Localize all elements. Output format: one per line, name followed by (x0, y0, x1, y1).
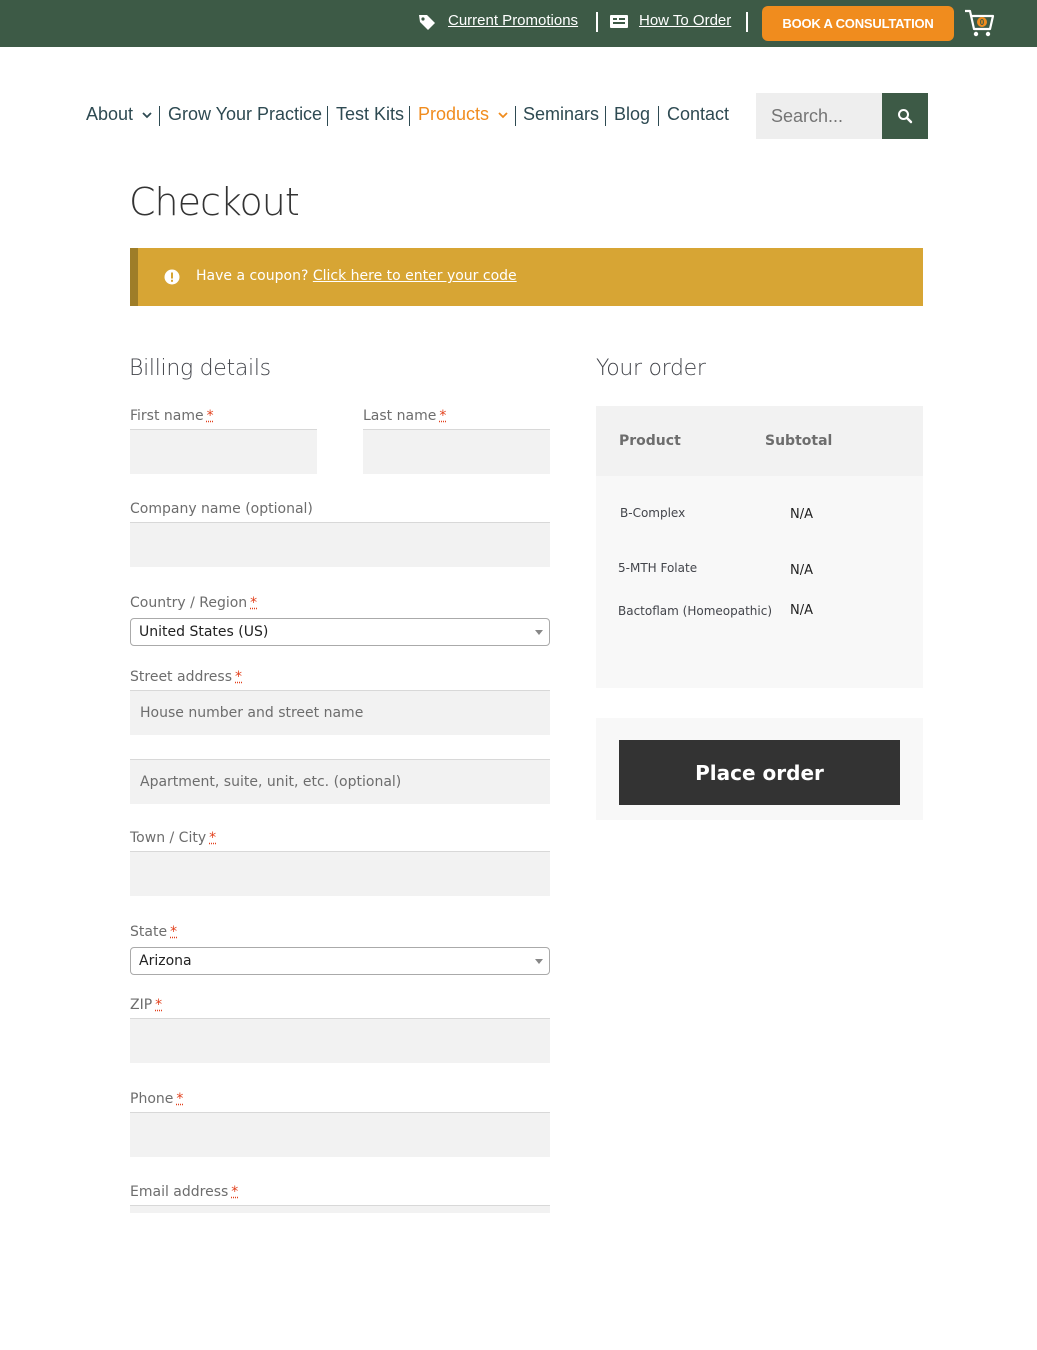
nav-item-products[interactable]: Products (418, 104, 490, 124)
zip-label (130, 997, 162, 1013)
search-icon (897, 108, 913, 124)
coupon-notice (130, 248, 923, 306)
last-name-label-text: Last name (363, 408, 437, 424)
order-item-name: 5-MTH Folate (618, 561, 698, 575)
order-item-subtotal: N/A (790, 563, 813, 578)
order-item-name: Bactoflam (Homeopathic) (618, 604, 773, 618)
last-name-field[interactable] (363, 429, 550, 474)
street-address-field[interactable] (130, 690, 550, 735)
required-mark: * (206, 408, 214, 424)
nav-divider (515, 106, 516, 126)
first-name-field[interactable] (130, 429, 317, 474)
card-icon (609, 13, 629, 31)
state-select[interactable] (130, 947, 550, 975)
phone-label (130, 1091, 183, 1107)
place-order-panel (596, 718, 923, 820)
nav-divider (327, 106, 328, 126)
how-to-order-link[interactable]: How To Order (639, 12, 732, 29)
required-mark: * (155, 997, 163, 1013)
required-mark: * (439, 408, 447, 424)
phone-label-text: Phone (130, 1091, 174, 1107)
dropdown-arrow-icon (535, 630, 543, 635)
state-label (130, 924, 177, 940)
cart-icon[interactable] (962, 6, 996, 40)
billing-title: Billing details (129, 356, 271, 381)
phone-field[interactable] (130, 1112, 550, 1157)
nav-item-contact[interactable]: Contact (667, 104, 730, 124)
info-icon (164, 269, 180, 285)
order-item-name: B-Complex (620, 506, 686, 520)
required-mark: * (209, 830, 217, 846)
search-button[interactable] (882, 93, 928, 139)
order-table-header (596, 406, 923, 476)
cart-count: 0 (979, 18, 985, 27)
nav-item-test-kits[interactable]: Test Kits (336, 104, 405, 124)
nav-divider (658, 106, 659, 126)
dropdown-arrow-icon (535, 959, 543, 964)
city-field[interactable] (130, 851, 550, 896)
company-field[interactable] (130, 522, 550, 567)
divider (596, 12, 598, 32)
nav-divider (159, 106, 160, 126)
column-header-product: Product (619, 433, 681, 449)
nav-divider (605, 106, 606, 126)
nav-item-blog[interactable]: Blog (614, 104, 651, 124)
nav-item-about[interactable]: About (86, 104, 134, 124)
required-mark: * (235, 669, 242, 685)
required-mark: * (231, 1184, 239, 1200)
last-name-label (363, 408, 446, 424)
city-label-text: Town / City (130, 830, 207, 846)
page-title: Checkout (129, 180, 299, 224)
state-value: Arizona (139, 953, 192, 969)
coupon-text: Have a coupon? (196, 268, 309, 284)
required-mark: * (170, 924, 178, 940)
country-label (130, 595, 257, 611)
order-summary-table (596, 406, 923, 688)
book-consultation-button[interactable]: BOOK A CONSULTATION (762, 6, 954, 41)
place-order-button[interactable]: Place order (619, 740, 900, 805)
required-mark: * (250, 595, 258, 611)
city-label (130, 830, 216, 846)
current-promotions-link[interactable]: Current Promotions (448, 12, 579, 29)
country-select[interactable] (130, 618, 550, 646)
divider (746, 12, 748, 32)
top-bar (0, 0, 1037, 47)
coupon-link[interactable]: Click here to enter your code (312, 268, 517, 284)
nav-item-grow-your-practice[interactable]: Grow Your Practice (168, 104, 323, 124)
chevron-down-icon[interactable] (142, 110, 152, 120)
order-item-subtotal: N/A (790, 603, 813, 618)
required-mark: * (176, 1091, 184, 1107)
street-label (130, 669, 242, 685)
column-header-subtotal: Subtotal (765, 433, 833, 449)
state-label-text: State (130, 924, 168, 940)
zip-field[interactable] (130, 1018, 550, 1063)
chevron-down-icon[interactable] (498, 110, 508, 120)
street-label-text: Street address (130, 669, 232, 685)
email-label (130, 1184, 238, 1200)
nav-divider (409, 106, 410, 126)
email-field[interactable] (130, 1205, 550, 1213)
first-name-label-text: First name (130, 408, 204, 424)
nav-item-seminars[interactable]: Seminars (523, 104, 600, 124)
coupon-message (196, 268, 517, 284)
order-item-subtotal: N/A (790, 507, 813, 522)
first-name-label (130, 408, 214, 424)
search-input[interactable] (756, 93, 883, 139)
zip-label-text: ZIP (130, 997, 153, 1013)
country-label-text: Country / Region (130, 595, 248, 611)
email-label-text: Email address (130, 1184, 229, 1200)
apartment-field[interactable] (130, 759, 550, 804)
company-label: Company name (optional) (130, 501, 313, 517)
order-title: Your order (596, 356, 706, 381)
tag-icon (418, 13, 436, 31)
country-value: United States (US) (139, 624, 269, 640)
